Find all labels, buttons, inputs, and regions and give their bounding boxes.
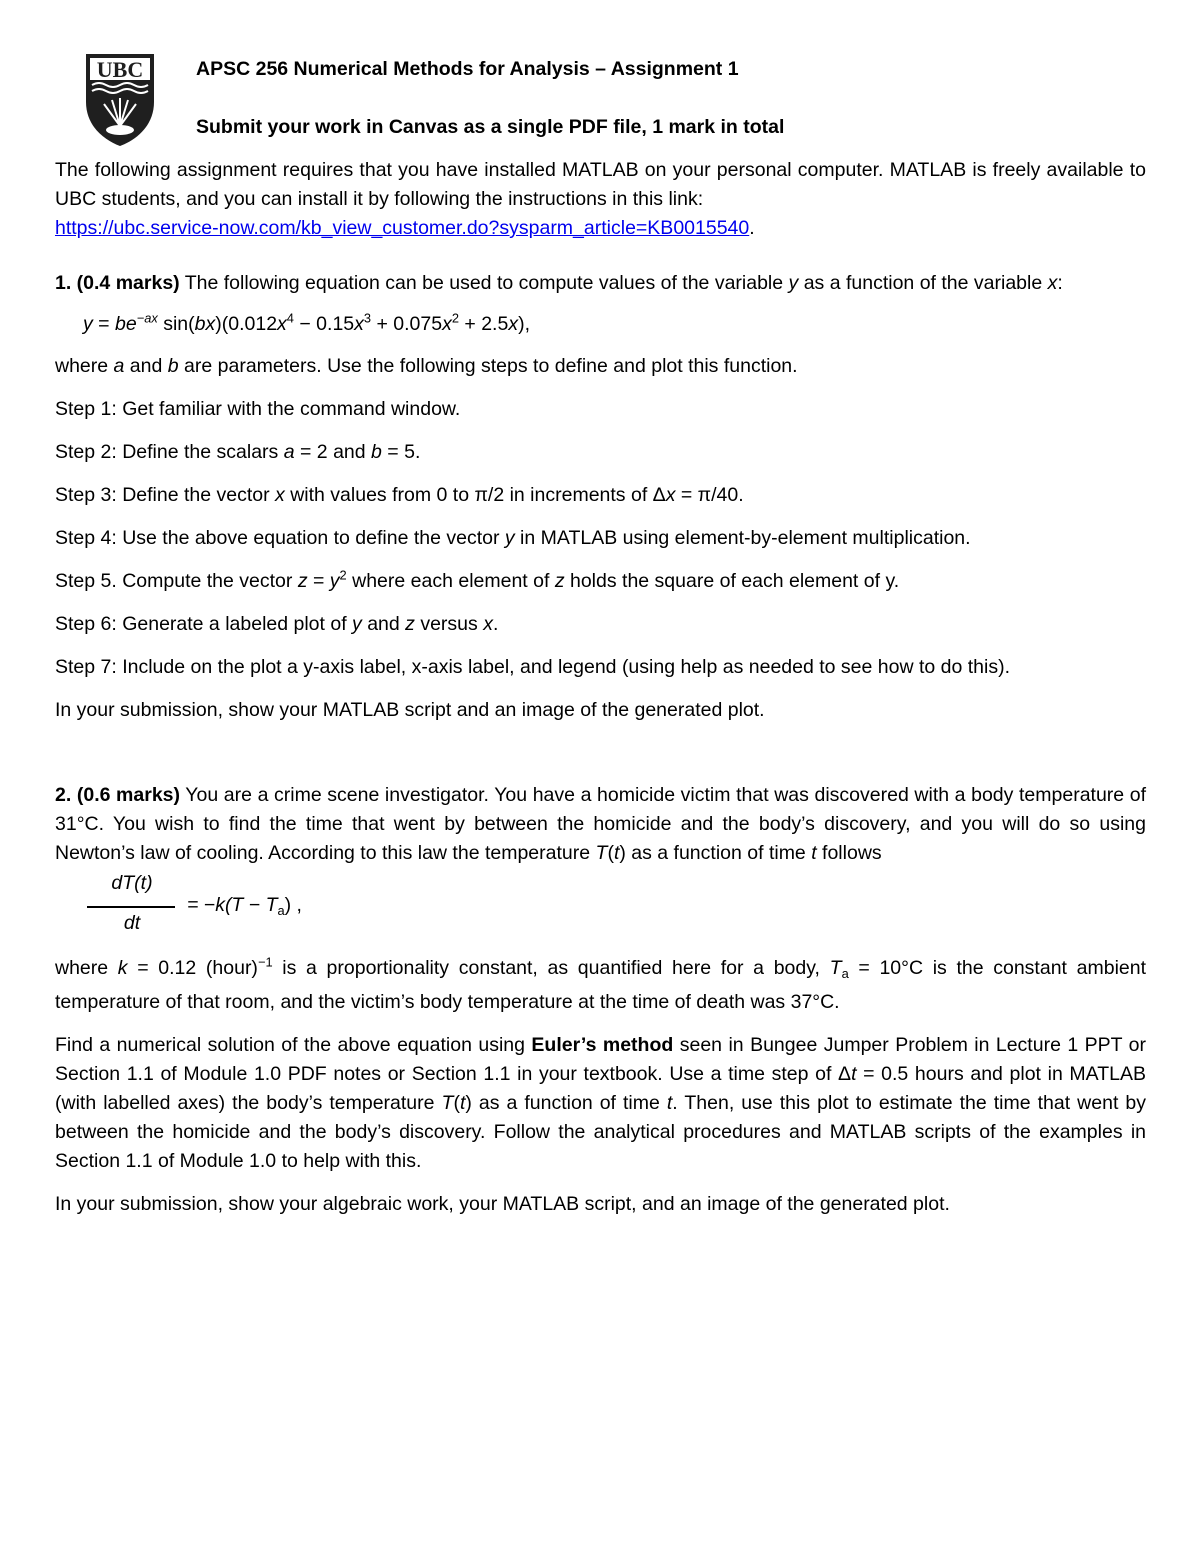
fraction-bar — [87, 906, 175, 908]
q2-where-t4: = 10°C is the constant ambient temperature of that room, and the victim’s body temperature at the time of death was 37°C. — [55, 957, 1147, 1013]
q2-where-t3: is a proportionality constant, as quantified here for a body, — [272, 957, 830, 979]
s4-t2: in MATLAB using element-by-element multiplication. — [514, 527, 971, 549]
q2-submission: In your submission, show your algebraic work, your MATLAB script, and an image of the generated plot. — [55, 1192, 950, 1215]
q2-where-p: −1 — [257, 954, 273, 970]
s2-a: a — [283, 441, 295, 463]
find-t1: Find a numerical solution of the above equation using — [55, 1033, 532, 1056]
q2-text-d: follows — [816, 842, 882, 864]
eq-plus2: + 2.5 — [458, 313, 509, 335]
q2-label: 2. (0.6 marks) — [55, 784, 181, 806]
q1-step3 — [55, 481, 1146, 510]
q2-text-c: ) as a function of time — [619, 842, 812, 864]
eq-plus1: + 0.075 — [371, 313, 443, 335]
assignment-title: APSC 256 Numerical Methods for Analysis – Assignment 1 — [196, 58, 739, 80]
s4-y: y — [504, 527, 515, 549]
find-euler: Euler’s method — [531, 1033, 674, 1056]
q2-where-t1: where — [55, 957, 118, 979]
q1-where-t1: where — [55, 355, 114, 377]
q2-equation — [55, 872, 1146, 948]
s6-y: y — [352, 613, 362, 635]
s6-t4: . — [492, 613, 499, 635]
find-t2: seen in Bungee Jumper Problem in Lecture 1 PPT or Section 1.1 of Module 1.0 PDF notes or Section 1.1 in your textbook. Use a time step of Δ — [55, 1033, 1146, 1085]
s6-t1: Step 6: Generate a labeled plot of — [55, 613, 353, 635]
logo-text: UBC — [96, 57, 144, 82]
rhs-a: = −k(T − T — [187, 894, 278, 916]
q1-var-y: y — [788, 272, 799, 294]
eq-e: e — [125, 313, 137, 335]
eq-poly-open: )(0.012 — [215, 313, 278, 335]
eq-x1: x — [277, 313, 287, 335]
eq-x4: x — [508, 313, 519, 335]
q2-where-T: T — [829, 957, 842, 979]
s5-z: z — [297, 570, 308, 592]
q1-step2 — [55, 438, 1146, 467]
submission-note: Submit your work in Canvas as a single PDF file, 1 mark in total — [196, 116, 785, 138]
fraction-denominator: dt — [123, 912, 141, 934]
eq-close: ), — [518, 313, 530, 335]
q2-t2: t — [811, 842, 817, 864]
q1-text-c: : — [1057, 272, 1063, 294]
equation-rhs — [187, 894, 302, 918]
q2-where-sub: a — [841, 965, 849, 981]
q2-where-k: k — [117, 957, 128, 979]
q1-intro — [55, 269, 1146, 298]
s3-t1: Step 3: Define the vector — [55, 484, 276, 506]
s2-t2: = 2 and — [294, 441, 372, 463]
find-t4: ( — [453, 1091, 460, 1114]
q2-intro — [55, 781, 1146, 868]
fraction-numerator: dT(t) — [111, 872, 153, 894]
eq-p2: 2 — [451, 310, 459, 326]
eq-equals: = — [92, 313, 115, 335]
q1-label: 1. (0.4 marks) — [55, 272, 180, 294]
s5-y: y — [329, 570, 340, 592]
eq-p3: 3 — [363, 310, 372, 326]
intro-text: The following assignment requires that you have installed MATLAB on your personal computer. MATLAB is freely available to UBC students, and you can install it by following the instructions in this link: — [55, 159, 1146, 210]
find-ttt: t — [666, 1091, 673, 1114]
q1-where-a: a — [113, 355, 125, 377]
q1-var-x: x — [1047, 272, 1058, 294]
s3-t3: = π/40. — [675, 484, 744, 506]
s5-t3: where each element of — [346, 570, 555, 592]
s5-t4: holds the square of each element of y. — [564, 570, 900, 592]
s5-t2: = — [307, 570, 330, 592]
q2-find — [55, 1031, 1146, 1176]
eq-b: b — [114, 313, 126, 335]
q2-T: T — [595, 842, 608, 864]
eq-minus: − 0.15 — [293, 313, 355, 335]
rhs-b: ) , — [284, 894, 302, 916]
q2-where — [55, 954, 1146, 1017]
s3-t2: with values from 0 to π/2 in increments of Δ — [284, 484, 666, 506]
find-t5: ) as a function of time — [465, 1091, 667, 1114]
find-tt: t — [459, 1091, 466, 1114]
s2-t3: = 5. — [381, 441, 421, 463]
q1-where-t2: and — [124, 355, 168, 377]
ubc-logo — [84, 52, 156, 148]
eq-y: y — [83, 313, 93, 335]
intro-paragraph — [55, 156, 1146, 243]
q1-submission: In your submission, show your MATLAB script and an image of the generated plot. — [55, 699, 765, 721]
q2-text-b: ( — [607, 842, 614, 864]
eq-x3: x — [442, 313, 452, 335]
q1-step4 — [55, 524, 1146, 553]
s4-t1: Step 4: Use the above equation to define the vector — [55, 527, 505, 549]
eq-p4: 4 — [286, 310, 294, 326]
assignment-body — [55, 156, 1146, 1219]
s6-x: x — [483, 613, 493, 635]
q1-step7: Step 7: Include on the plot a y-axis label, x-axis label, and legend (using help as needed to see how to do this). — [55, 656, 1011, 678]
rhs-sub: a — [277, 902, 285, 918]
q1-step1: Step 1: Get familiar with the command window. — [55, 398, 461, 420]
q1-where-t3: are parameters. Use the following steps to define and plot this function. — [178, 355, 798, 377]
eq-sin: sin( — [157, 313, 195, 335]
find-t6: . Then, use this plot to estimate the time that went by between the homicide and the body’s discovery. Follow the analytical procedures and MATLAB scripts of the examples in Section 1.1 of Module 1.0 to help with this. — [55, 1091, 1146, 1172]
find-t: t — [851, 1062, 857, 1085]
q1-step5 — [55, 567, 1146, 596]
q2-t: t — [613, 842, 620, 864]
s2-b: b — [371, 441, 382, 463]
s6-t3: versus — [414, 613, 484, 635]
s5-t1: Step 5. Compute the vector — [55, 570, 298, 592]
eq-exp: −ax — [136, 310, 158, 326]
intro-end: . — [749, 217, 755, 239]
s6-z: z — [405, 613, 415, 635]
s6-t2: and — [361, 613, 406, 635]
find-t3: = 0.5 hours and plot in MATLAB (with labelled axes) the body’s temperature — [55, 1062, 1147, 1114]
eq-x2: x — [354, 313, 364, 335]
q1-where — [55, 352, 1146, 381]
s2-t1: Step 2: Define the scalars — [55, 441, 284, 463]
q1-where-b: b — [167, 355, 179, 377]
s5-z2: z — [554, 570, 565, 592]
q1-text-b: as a function of the variable — [798, 272, 1048, 294]
q2-where-t2: = 0.12 (hour) — [127, 957, 258, 979]
matlab-install-link[interactable]: https://ubc.service-now.com/kb_view_customer.do?sysparm_article=KB0015540 — [55, 217, 750, 239]
q1-equation — [55, 310, 1146, 339]
eq-bx: bx — [194, 313, 216, 335]
q2-text-a: You are a crime scene investigator. You have a homicide victim that was discovered with a body temperature of 31°C. You wish to find the time that went by between the homicide and the body’s discovery, and you will do so using Newton’s law of cooling. According to this law the temperature — [55, 784, 1147, 864]
q1-step6 — [55, 610, 1146, 639]
s3-x2: x — [665, 484, 676, 506]
find-T: T — [441, 1091, 454, 1114]
s5-p: 2 — [339, 567, 347, 583]
q1-text-a: The following equation can be used to compute values of the variable — [179, 272, 789, 294]
s3-x: x — [275, 484, 285, 506]
